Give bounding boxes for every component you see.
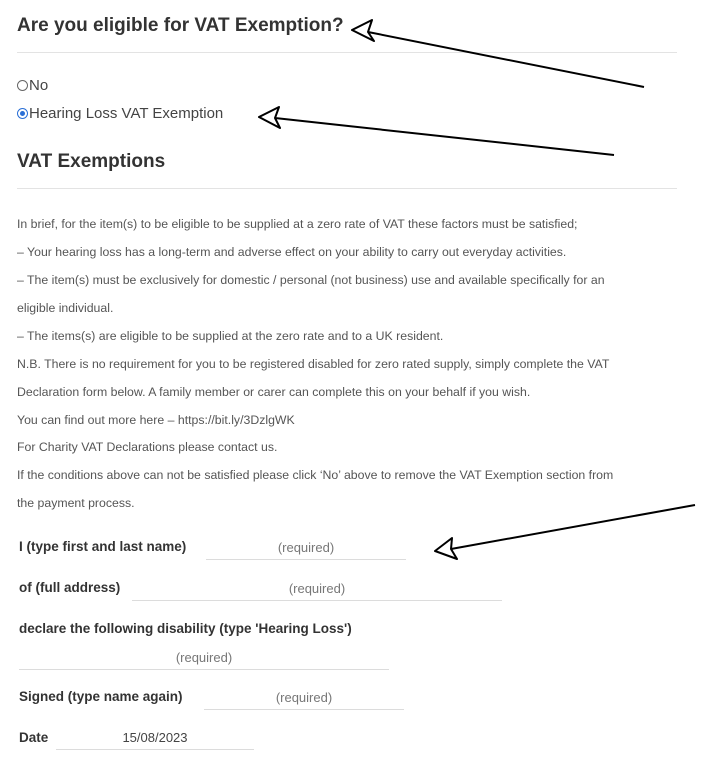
paragraph-line: eligible individual. xyxy=(17,301,114,315)
paragraph-line: N.B. There is no requirement for you to be registered disabled for zero rated supply, simply complete the VAT xyxy=(17,357,610,371)
arrow-annotation-icon xyxy=(259,107,614,155)
paragraph-line: For Charity VAT Declarations please contact us. xyxy=(17,440,278,454)
paragraph-line: If the conditions above can not be satisfied please click ‘No’ above to remove the VAT Exemption section from xyxy=(17,468,614,482)
paragraph-link-line: You can find out more here – https://bit.ly/3DzlgWK xyxy=(17,413,295,427)
arrow-annotation-icon xyxy=(352,20,644,87)
paragraph-line: the payment process. xyxy=(17,496,135,510)
paragraph-line: Declaration form below. A family member or carer can complete this on your behalf if you wish. xyxy=(17,385,531,399)
option-no-label[interactable]: No xyxy=(29,77,49,94)
option-hearing-loss-label[interactable]: Hearing Loss VAT Exemption xyxy=(29,105,224,122)
paragraph-line: – The item(s) must be exclusively for domestic / personal (not business) use and available specifically for an xyxy=(17,273,605,287)
address-label: of (full address) xyxy=(19,580,121,595)
name-label: I (type first and last name) xyxy=(19,539,187,554)
paragraph-line: – Your hearing loss has a long-term and adverse effect on your ability to carry out everyday activities. xyxy=(17,245,567,259)
question-title: Are you eligible for VAT Exemption? xyxy=(17,15,344,36)
date-label: Date xyxy=(19,730,49,745)
section-title: VAT Exemptions xyxy=(17,151,166,172)
arrow-annotation-icon xyxy=(435,505,695,559)
signed-label: Signed (type name again) xyxy=(19,689,183,704)
paragraph-line: In brief, for the item(s) to be eligible to be supplied at a zero rate of VAT these factors must be satisfied; xyxy=(17,217,578,231)
paragraph-line: – The items(s) are eligible to be supplied at the zero rate and to a UK resident. xyxy=(17,329,444,343)
disability-label: declare the following disability (type 'Hearing Loss') xyxy=(19,621,352,636)
